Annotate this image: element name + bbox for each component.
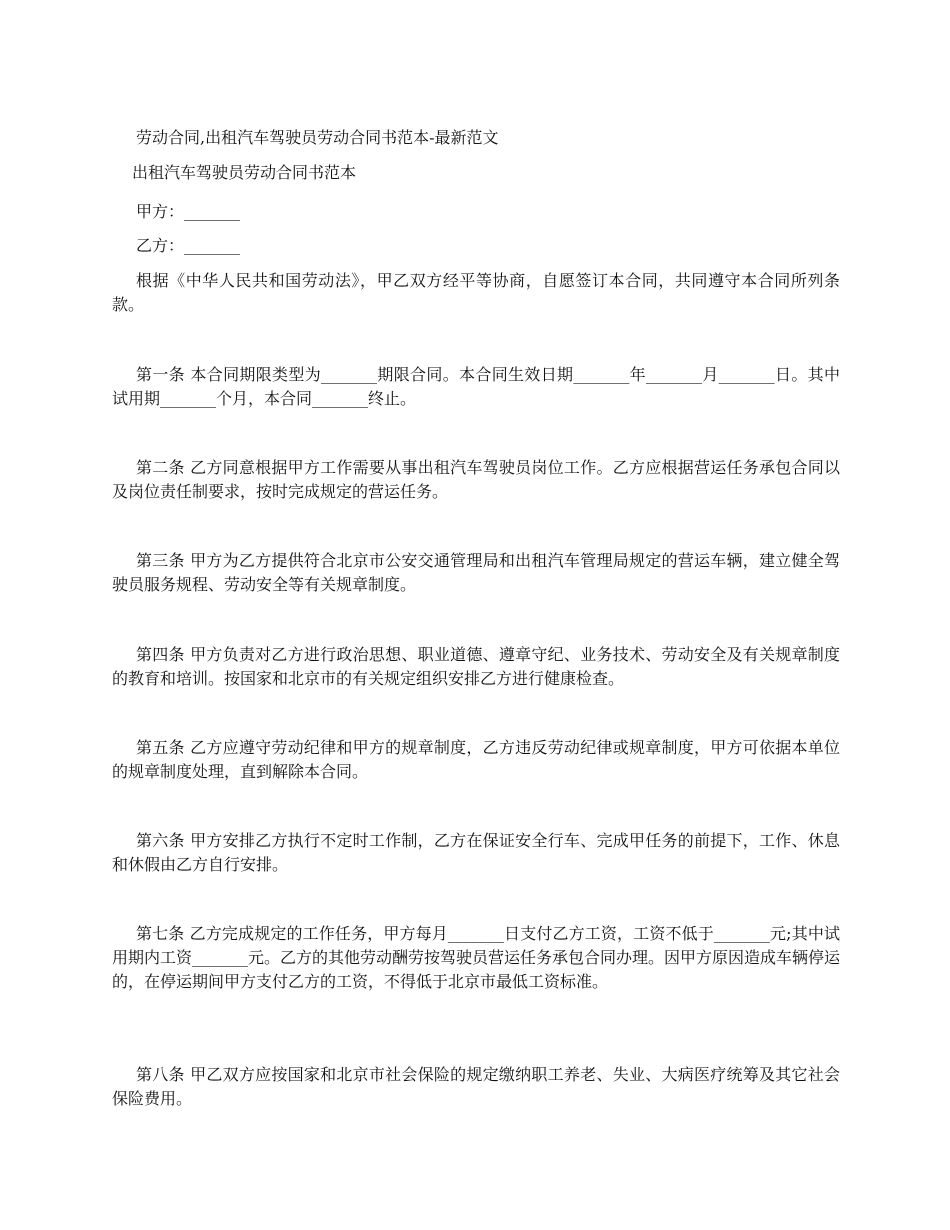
party-a-line: 甲方：_______	[136, 202, 241, 221]
article-3: 第三条 甲方为乙方提供符合北京市公安交通管理局和出租汽车管理局规定的营运车辆，建立健全驾驶员服务规程、劳动安全等有关规章制度。	[112, 551, 840, 594]
document-title: 出租汽车驾驶员劳动合同书范本	[132, 163, 357, 182]
article-2: 第二条 乙方同意根据甲方工作需要从事出租汽车驾驶员岗位工作。乙方应根据营运任务承包合同以及岗位责任制要求，按时完成规定的营运任务。	[112, 458, 840, 501]
intro-paragraph: 根据《中华人民共和国劳动法》，甲乙双方经平等协商，自愿签订本合同，共同遵守本合同所列条款。	[112, 271, 840, 314]
header-title: 劳动合同,出租汽车驾驶员劳动合同书范本-最新范文	[136, 128, 499, 147]
article-7: 第七条 乙方完成规定的工作任务，甲方每月_______日支付乙方工资，工资不低于_______元;其中试用期内工资_______元。乙方的其他劳动酬劳按驾驶员营运任务承包合同办理。因甲方原因造成车辆停运的，在停运期间甲方支付乙方的工资，不得低于北京市最低工资标准。	[112, 924, 841, 991]
article-6: 第六条 甲方安排乙方执行不定时工作制，乙方在保证安全行车、完成甲任务的前提下，工作、休息和休假由乙方自行安排。	[112, 831, 840, 874]
article-8: 第八条 甲乙双方应按国家和北京市社会保险的规定缴纳职工养老、失业、大病医疗统筹及其它社会保险费用。	[112, 1065, 840, 1108]
article-1: 第一条 本合同期限类型为_______期限合同。本合同生效日期_______年_______月_______日。其中试用期_______个月，本合同_______终止。	[112, 365, 840, 408]
article-4: 第四条 甲方负责对乙方进行政治思想、职业道德、遵章守纪、业务技术、劳动安全及有关规章制度的教育和培训。按国家和北京市的有关规定组织安排乙方进行健康检查。	[112, 645, 840, 688]
party-b-line: 乙方：_______	[136, 236, 241, 255]
article-5: 第五条 乙方应遵守劳动纪律和甲方的规章制度，乙方违反劳动纪律或规章制度，甲方可依据本单位的规章制度处理，直到解除本合同。	[112, 738, 840, 781]
